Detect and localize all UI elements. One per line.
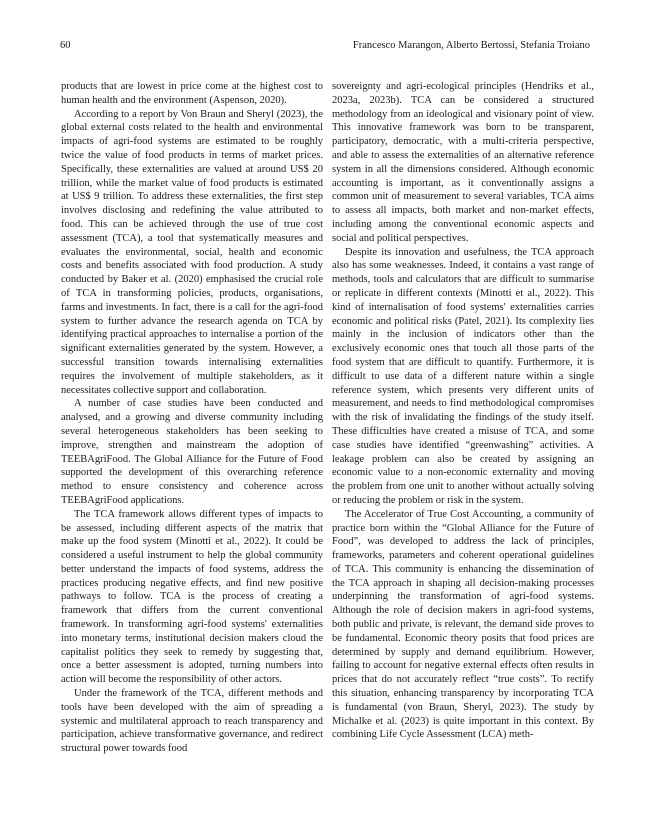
paragraph: products that are lowest in price come at the highest cost to human health and the environment (Aspenson, 2020).	[61, 81, 323, 106]
page-header	[60, 40, 590, 56]
paragraph: sovereignty and agri-ecological principles (Hendriks et al., 2023a, 2023b). TCA can be considered a structured methodology from an ideological and visionary point of view. This innovative framework was born to be transparent, participatory, democratic, with a multi-criteria perspective, and able to assess the externalities of an alternative reference system in all the dimensions considered. Although economic accounting is important, as it conventionally assigns a common unit of measurement to several variables, TCA aims to assess all impacts, both market and non-market effects, including among the conventional economic aspects and social and political perspectives.	[332, 81, 594, 244]
paragraph: The Accelerator of True Cost Accounting, a community of practice born within the “Global Alliance for the Future of Food”, was developed to address the lack of principles, frameworks, parameters and coherent operational guidelines of TCA. This community is enhancing the dissemination of the TCA approach in shaping all decision-making processes underpinning the transformation of agri-food systems. Although the role of decision makers in agri-food systems, both public and private, is relevant, the demand side proves to be fundamental. Economic theory posits that food prices are determined by supply and demand equilibrium. However, failing to account for negative external effects often results in prices that do not accurately reflect “true costs”. To rectify this situation, enhancing transparency by incorporating TCA is fundamental (von Braun, Sheryl, 2023). The study by Michalke et al. (2023) is quite important in this context. By combining Life Cycle Assessment (LCA) meth-	[332, 508, 594, 741]
paragraph: According to a report by Von Braun and Sheryl (2023), the global external costs related to the health and environmental impacts of agri-food systems are estimated to be roughly twice the value of food products in terms of market prices. Specifically, these externalities are valued at around US$ 20 trillion, while the market value of food products is estimated at US$ 9 trillion. To address these externalities, the first step involves disclosing and redefining the value attributed to food. This can be achieved through the use of true cost assessment (TCA), a tool that systematically measures and evaluates the environmental, social, health and economic costs and benefits associated with food production. A study conducted by Baker et al. (2020) emphasised the crucial role of TCA in transforming policies, products, organisations, farms and investments. In fact, there is a call for the agri-food system to further advance the research agenda on TCA by identifying practical approaches to internalise a portion of the significant externalities generated by the system. However, a successful transition towards internalising externalities requires the involvement of multiple stakeholders, as it necessitates collective support and collaboration.	[61, 108, 323, 396]
paragraph: Under the framework of the TCA, different methods and tools have been developed with the aim of spreading a systemic and multilateral approach to reach transparency and participation, achieve transformative governance, and redirect structural power towards food	[61, 688, 323, 755]
right-column	[332, 80, 594, 742]
left-column	[61, 80, 323, 756]
paragraph: A number of case studies have been conducted and analysed, and a growing and diverse community including several heterogeneous stakeholders has been seeking to improve, strengthen and mainstream the adoption of TEEBAgriFood. The Global Alliance for the Future of Food supported the development of this overarching reference method to ensure consistency and coherence across TEEBAgriFood applications.	[61, 398, 323, 506]
paragraph: The TCA framework allows different types of impacts to be assessed, including different aspects of the matrix that make up the food system (Minotti et al., 2022). It could be considered a useful instrument to help the global community better understand the impacts of food systems, address the practices producing negative effects, and find new positive pathways to follow. TCA is the process of creating a framework that differs from the current conventional framework. In transforming agri-food systems' externalities into monetary terms, institutional decision makers cloud the capitalist politics they seek to remedy by suggesting that, once a better assessment is adopted, turning numbers into action will become the responsibility of other actors.	[61, 508, 323, 686]
running-head-authors: Francesco Marangon, Alberto Bertossi, Stefania Troiano	[352, 40, 590, 51]
page-number: 60	[60, 40, 71, 51]
paragraph: Despite its innovation and usefulness, the TCA approach also has some weaknesses. Indeed, it contains a vast range of methods, tools and calculators that are difficult to summarise or replicate in different contexts (Minotti et al., 2022). This kind of internalisation of food systems' externalities carries economic and political risks (Patel, 2021). Its complexity lies mainly in the inclusion of indicators other than the exclusively economic ones that touch all those parts of the food system that are difficult to quantify. Furthermore, it is difficult to use data of a different nature within a single reference system, which presents very different units of measurement, and needs to find methodological compromises with the risk of invalidating the findings of the study itself. These difficulties have created a misuse of TCA, and some case studies have identified “greenwashing” activities. A leakage problem can also be created by assigning an economic value to a non-economic externality and moving the problem from one unit to another without actually solving or reducing the problem or risk in the system.	[332, 246, 594, 506]
